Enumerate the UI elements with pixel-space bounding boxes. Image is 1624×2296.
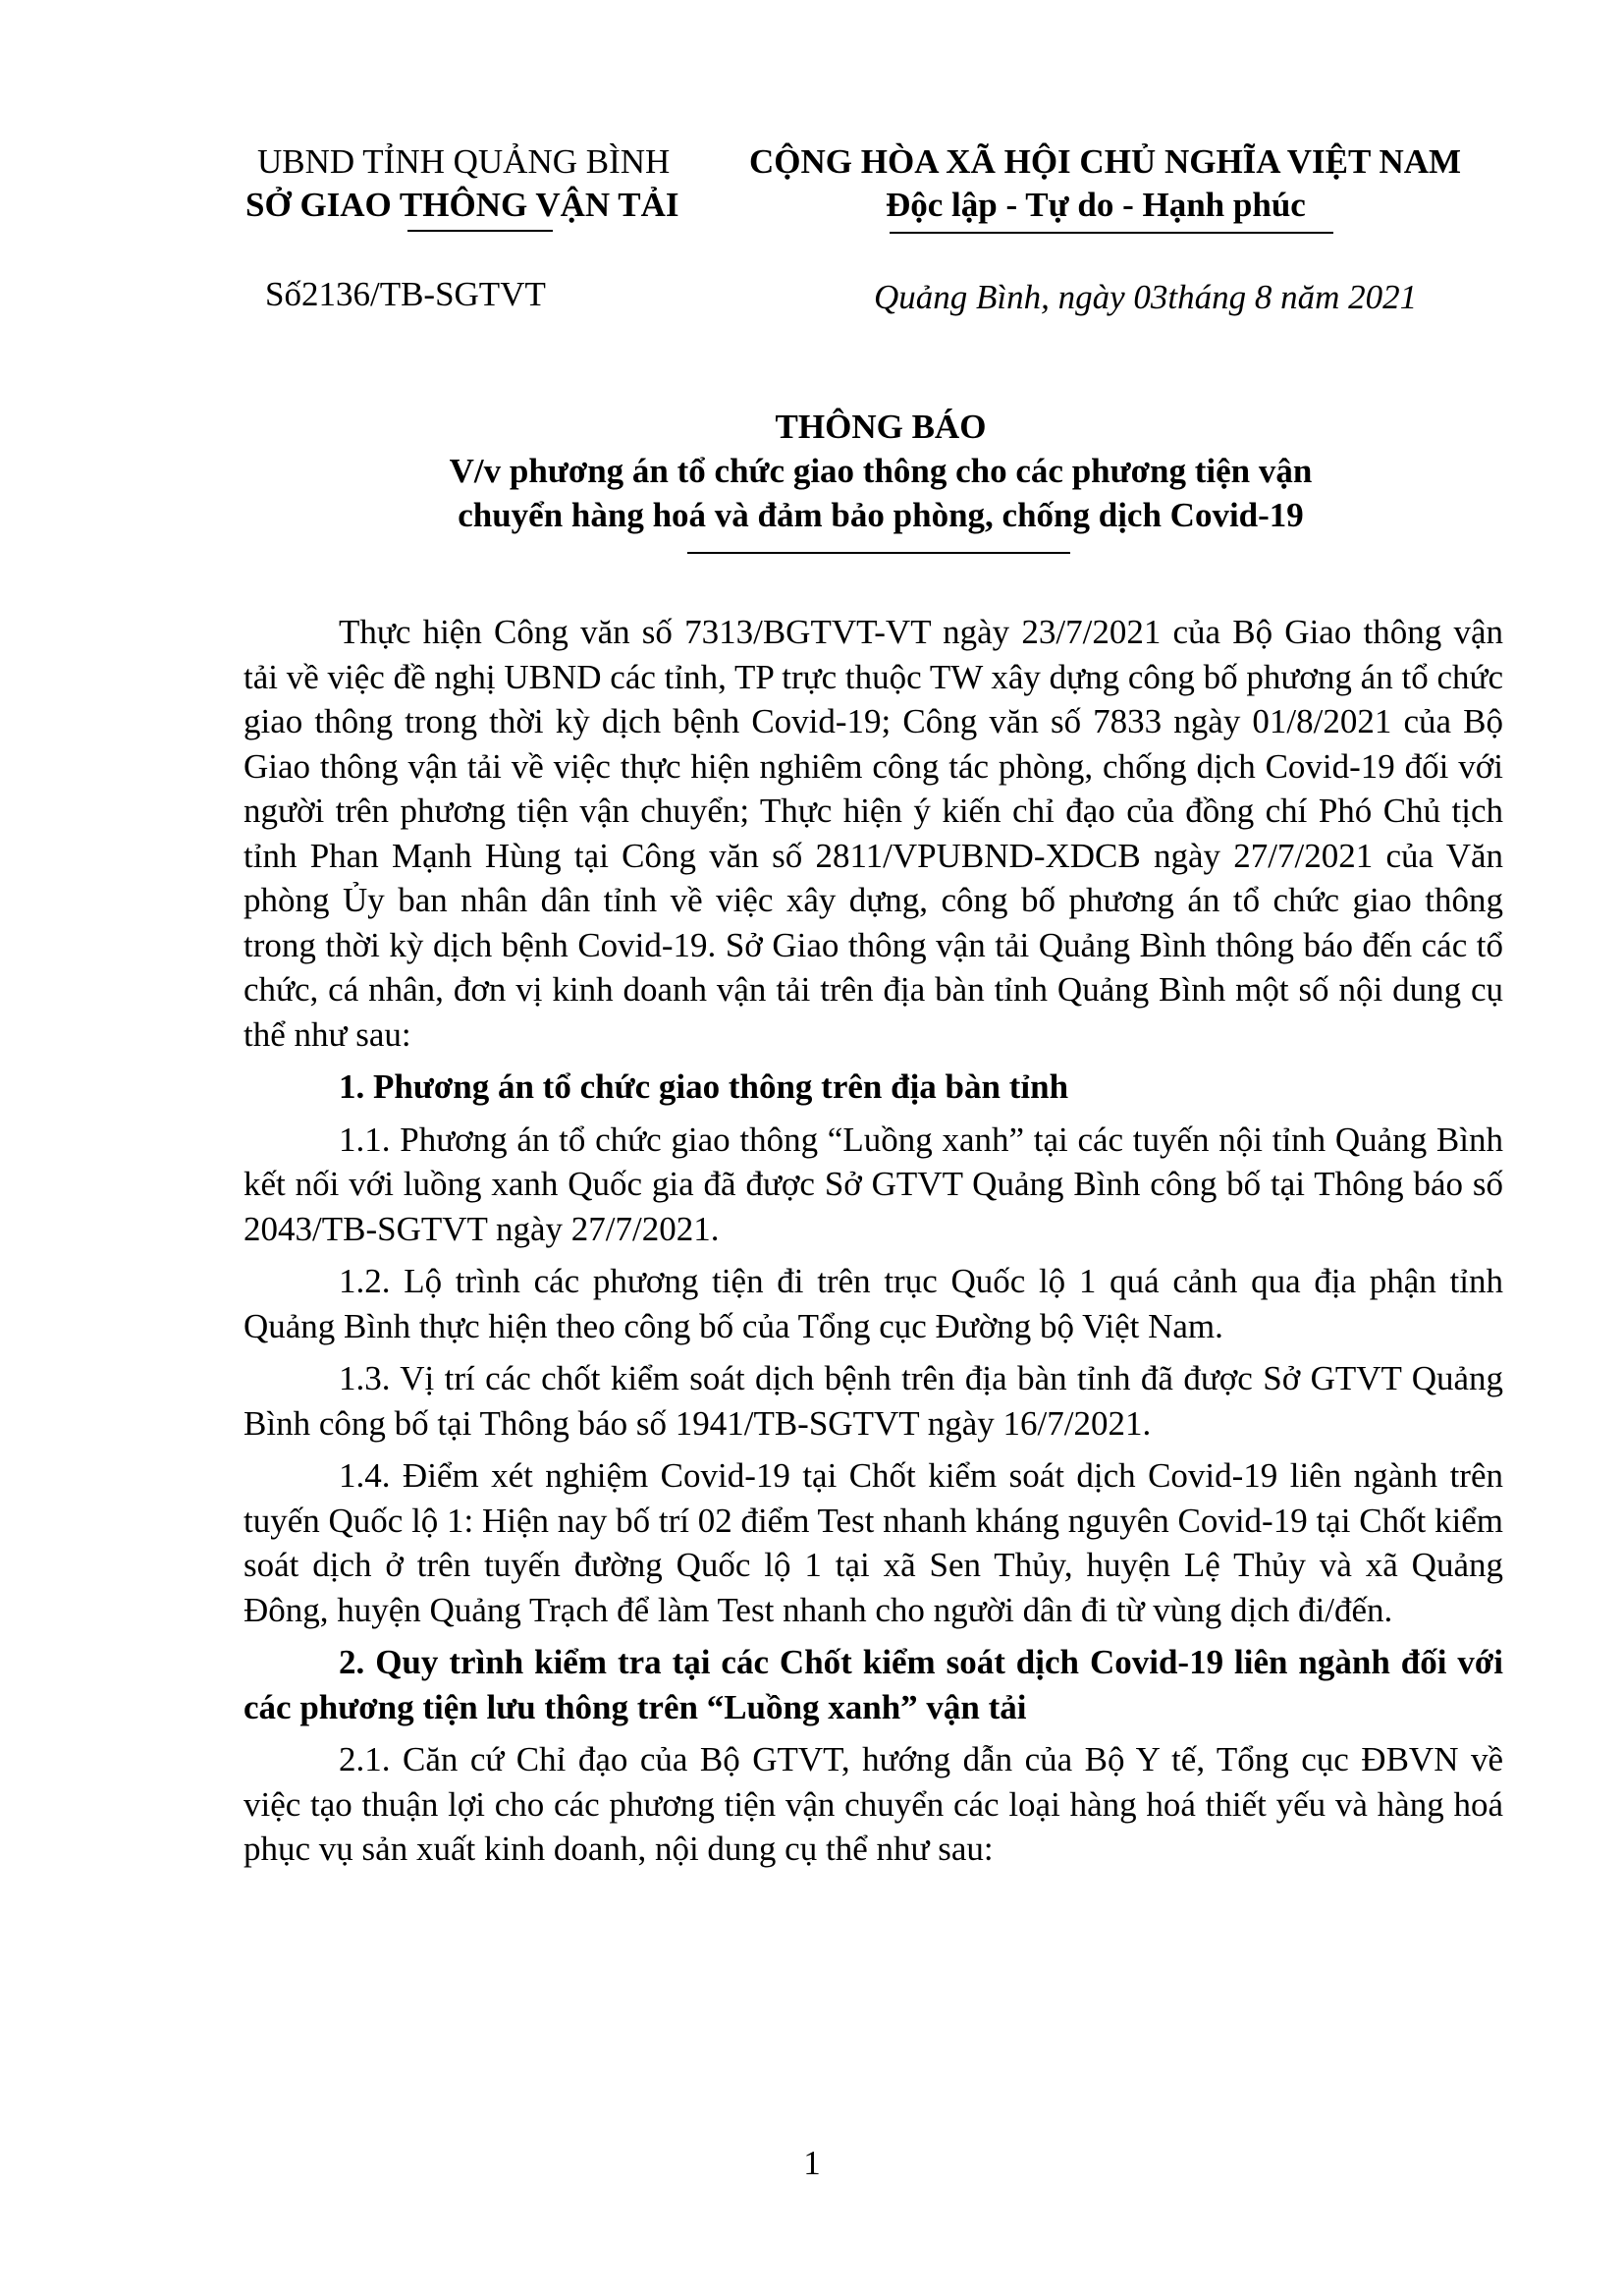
item-2-1: 2.1. Căn cứ Chỉ đạo của Bộ GTVT, hướng dẫn của Bộ Y tế, Tổng cục ĐBVN về việc tạo thuận lợi cho các phương tiện vận chuyển các loại hàng hoá thiết yếu và hàng hoá phục vụ sản xuất kinh doanh, nội dung cụ thể như sau: [244,1740,1503,1868]
title-underline [687,552,1070,554]
document-subject-line-1: V/v phương án tổ chức giao thông cho các phương tiện vận [449,452,1313,490]
item-1-1: 1.1. Phương án tổ chức giao thông “Luồng xanh” tại các tuyến nội tỉnh Quảng Bình kết nối với luồng xanh Quốc gia đã được Sở GTVT Quảng Bình công bố tại Thông báo số 2043/TB-SGTVT ngày 27/7/2021. [244,1120,1503,1248]
agency-name: SỞ GIAO THÔNG VẬN TẢI [245,186,679,224]
place-and-date: Quảng Bình, ngày 03tháng 8 năm 2021 [874,278,1418,316]
section-2-heading: 2. Quy trình kiểm tra tại các Chốt kiểm soát dịch Covid-19 liên ngành đối với các phương tiện lưu thông trên “Luồng xanh” vận tải [244,1643,1503,1726]
item-1-3: 1.3. Vị trí các chốt kiểm soát dịch bệnh trên địa bàn tỉnh đã được Sở GTVT Quảng Bình công bố tại Thông báo số 1941/TB-SGTVT ngày 16/7/2021. [244,1359,1503,1443]
agency-parent: UBND TỈNH QUẢNG BÌNH [257,142,671,181]
agency-underline [407,230,553,232]
national-motto: Độc lập - Tự do - Hạnh phúc [886,186,1306,224]
item-1-2: 1.2. Lộ trình các phương tiện đi trên trục Quốc lộ 1 quá cảnh qua địa phận tỉnh Quảng Bình thực hiện theo công bố của Tổng cục Đường bộ Việt Nam. [244,1262,1503,1345]
section-1-heading: 1. Phương án tổ chức giao thông trên địa bàn tỉnh [339,1067,1069,1106]
document-body [244,610,1503,1872]
page-number: 1 [803,2144,821,2182]
document-number: Số2136/TB-SGTVT [265,275,546,313]
document-subject-line-2: chuyển hàng hoá và đảm bảo phòng, chống dịch Covid-19 [458,496,1304,534]
item-1-4: 1.4. Điểm xét nghiệm Covid-19 tại Chốt kiểm soát dịch Covid-19 liên ngành trên tuyến Quốc lộ 1: Hiện nay bố trí 02 điểm Test nhanh kháng nguyên Covid-19 tại Chốt kiểm soát dịch ở trên tuyến đường Quốc lộ 1 tại xã Sen Thủy, huyện Lệ Thủy và xã Quảng Đông, huyện Quảng Trạch để làm Test nhanh cho người dân đi từ vùng dịch đi/đến. [244,1456,1503,1629]
national-title: CỘNG HÒA XÃ HỘI CHỦ NGHĨA VIỆT NAM [749,142,1462,181]
intro-paragraph: Thực hiện Công văn số 7313/BGTVT-VT ngày 23/7/2021 của Bộ Giao thông vận tải về việc đề nghị UBND các tỉnh, TP trực thuộc TW xây dựng công bố phương án tổ chức giao thông trong thời kỳ dịch bệnh Covid-19; Công văn số 7833 ngày 01/8/2021 của Bộ Giao thông vận tải về việc thực hiện nghiêm công tác phòng, chống dịch Covid-19 đối với người trên phương tiện vận chuyển; Thực hiện ý kiến chỉ đạo của đồng chí Phó Chủ tịch tỉnh Phan Mạnh Hùng tại Công văn số 2811/VPUBND-XDCB ngày 27/7/2021 của Văn phòng Ủy ban nhân dân tỉnh về việc xây dựng, công bố phương án tổ chức giao thông trong thời kỳ dịch bệnh Covid-19. Sở Giao thông vận tải Quảng Bình thông báo đến các tổ chức, cá nhân, đơn vị kinh doanh vận tải trên địa bàn tỉnh Quảng Bình một số nội dung cụ thể như sau: [244,613,1503,1054]
motto-underline [890,232,1333,234]
document-title: THÔNG BÁO [775,408,987,446]
